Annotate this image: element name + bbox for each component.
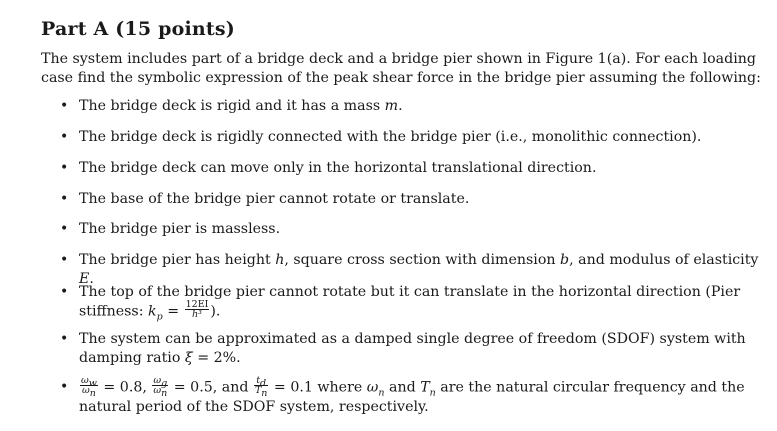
list-item-text: The bridge deck is rigid and it has a mass m.: [79, 98, 403, 114]
bullet-icon: •: [60, 284, 69, 300]
bullet-icon: •: [60, 98, 69, 114]
bullet-icon: •: [60, 252, 69, 268]
bullet-icon: •: [60, 191, 69, 207]
list-item-text: The top of the bridge pier cannot rotate but it can translate in the horizontal direction (Pier stiffness: $k_p$ = $\frac{12EI}{\text{h³}}$ ).: [79, 284, 741, 323]
list-item-text: The base of the bridge pier cannot rotate or translate.: [79, 191, 470, 207]
list-item-text: The bridge deck can move only in the horizontal translational direction.: [79, 160, 597, 176]
intro-paragraph: The system includes part of a bridge deck and a bridge pier shown in Figure 1(a). For each loading case find the symbolic expression of the peak shear force in the bridge pier assuming the following:: [41, 51, 761, 86]
section-title: Part A (15 points): [41, 18, 235, 40]
list-item-text: $\frac{\omega_w}{\omega_n}$ = 0.8, $\frac{\omega_g}{\omega_n}$ = 0.5, and $\frac{t_d}{T_n}$ = 0.1 where $\omega_n$ and $T_n$ are the natural circular frequency and the natural period of the SDOF system, respectively.: [79, 375, 745, 415]
bullet-icon: •: [60, 160, 69, 176]
list-item-text: The bridge pier has height h, square cross section with dimension b, and modulus of elasticity E.: [79, 252, 759, 287]
list-item-text: The bridge deck is rigidly connected with the bridge pier (i.e., monolithic connection).: [79, 129, 702, 145]
bullet-icon: •: [60, 331, 69, 347]
list-item-text: The bridge pier is massless.: [79, 221, 281, 237]
bullet-icon: •: [60, 379, 69, 395]
list-item-text: The system can be approximated as a damped single degree of freedom (SDOF) system with damping ratio ξ = 2%.: [79, 331, 746, 366]
bullet-icon: •: [60, 221, 69, 237]
bullet-icon: •: [60, 129, 69, 145]
